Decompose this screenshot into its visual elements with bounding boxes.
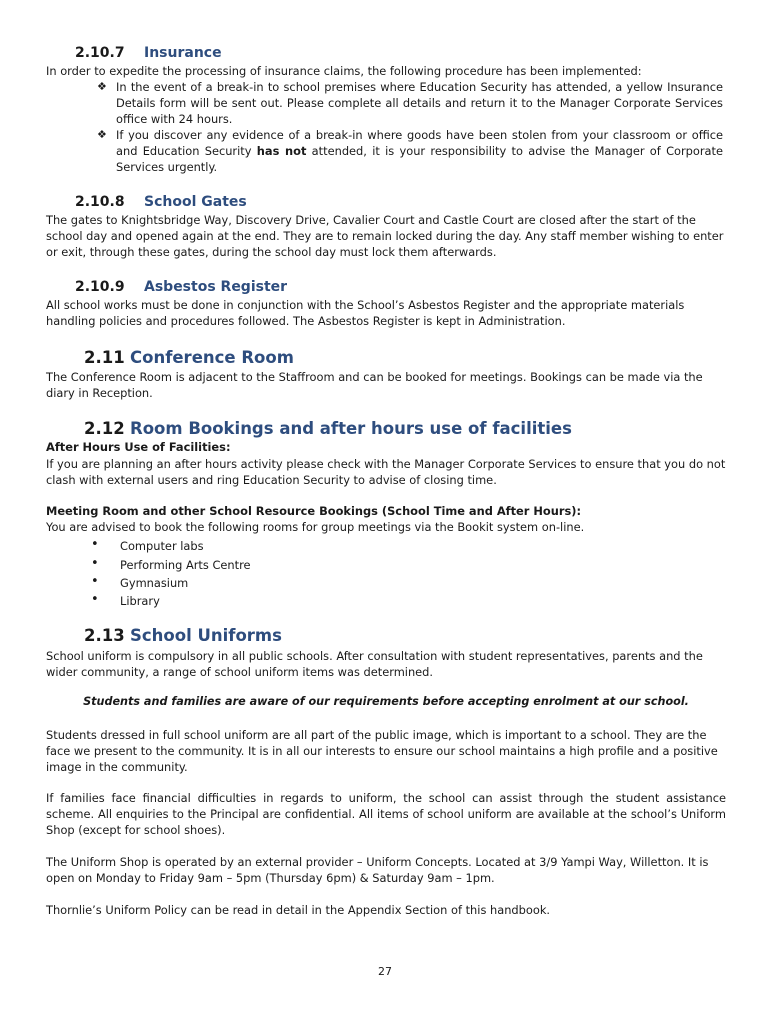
list-item: Computer labs	[120, 539, 204, 553]
section-title: School Gates	[144, 194, 247, 210]
heading-school-gates	[75, 194, 247, 210]
section-number: 2.13	[84, 626, 125, 645]
insurance-bullet-1: In the event of a break-in to school premises where Education Security has attended, a yellow Insurance Details form will be sent out. Please complete all details and return it to the Manager Corporate Services office with 24 hours.	[116, 80, 723, 126]
after-hours-subheading: After Hours Use of Facilities:	[46, 440, 231, 454]
bullet-dot-icon: •	[91, 537, 99, 552]
bullet-text-pre: If you discover any evidence of a break-in where goods have been stolen from your classroom or office and Education Security	[116, 128, 723, 158]
section-title: Conference Room	[130, 348, 294, 367]
uniform-paragraph-2: Students dressed in full school uniform are all part of the public image, which is important to a school. They are the face we present to the community. It is in all our interests to ensure our school maintains a high profile and a positive image in the community.	[46, 728, 718, 774]
uniform-emphasis: Students and families are aware of our requirements before accepting enrolment at our school.	[83, 695, 689, 708]
section-number: 2.12	[84, 419, 125, 438]
list-item: Library	[120, 594, 160, 608]
bullet-dot-icon: •	[91, 592, 99, 607]
section-title: Insurance	[144, 45, 222, 61]
heading-school-uniforms	[84, 626, 282, 645]
page-number: 27	[378, 965, 392, 978]
uniform-paragraph-1: School uniform is compulsory in all public schools. After consultation with student representatives, parents and the wider community, a range of school uniform items was determined.	[46, 649, 703, 679]
bullet-text-bold: has not	[256, 144, 307, 158]
bullet-dot-icon: •	[91, 574, 99, 589]
after-hours-text: If you are planning an after hours activity please check with the Manager Corporate Services to ensure that you do not clash with external users and ring Education Security to advise of closing time.	[46, 457, 726, 487]
section-number: 2.10.8	[75, 194, 125, 210]
insurance-bullet-2	[116, 127, 723, 175]
uniform-paragraph-4: The Uniform Shop is operated by an external provider – Uniform Concepts. Located at 3/9 Yampi Way, Willetton. It is open on Monday to Friday 9am – 5pm (Thursday 6pm) & Saturday 9am – 1pm.	[46, 855, 709, 885]
meeting-room-subheading: Meeting Room and other School Resource Bookings (School Time and After Hours):	[46, 504, 581, 518]
section-number: 2.10.7	[75, 45, 125, 61]
section-title: Room Bookings and after hours use of facilities	[130, 419, 572, 438]
heading-asbestos-register	[75, 279, 287, 295]
bullet-text-post: attended, it is your responsibility to advise the Manager of Corporate Services urgently.	[116, 144, 724, 174]
insurance-intro: In order to expedite the processing of insurance claims, the following procedure has been implemented:	[46, 64, 642, 78]
section-number: 2.10.9	[75, 279, 125, 295]
four-diamond-bullet-icon: ❖	[97, 80, 107, 93]
section-title: School Uniforms	[130, 626, 282, 645]
list-item: Performing Arts Centre	[120, 558, 251, 572]
uniform-paragraph-3: If families face financial difficulties in regards to uniform, the school can assist through the student assistance scheme. All enquiries to the Principal are confidential. All items of school uniform are available at the school’s Uniform Shop (except for school shoes).	[46, 791, 726, 837]
asbestos-text: All school works must be done in conjunction with the School’s Asbestos Register and the appropriate materials handling policies and procedures followed. The Asbestos Register is kept in Administration.	[46, 298, 685, 328]
section-title: Asbestos Register	[144, 279, 288, 295]
heading-insurance	[75, 45, 222, 61]
heading-room-bookings	[84, 419, 572, 438]
uniform-paragraph-5: Thornlie’s Uniform Policy can be read in detail in the Appendix Section of this handbook.	[46, 903, 551, 917]
four-diamond-bullet-icon: ❖	[97, 128, 107, 141]
bullet-dot-icon: •	[91, 556, 99, 571]
section-number: 2.11	[84, 348, 125, 367]
conference-room-text: The Conference Room is adjacent to the Staffroom and can be booked for meetings. Bookings can be made via the diary in Reception.	[46, 370, 703, 400]
heading-conference-room	[84, 348, 294, 367]
list-item: Gymnasium	[120, 576, 189, 590]
school-gates-text: The gates to Knightsbridge Way, Discovery Drive, Cavalier Court and Castle Court are closed after the start of the school day and opened again at the end. They are to remain locked during the day. Any staff member wishing to enter or exit, through these gates, during the school day must lock them afterwards.	[46, 213, 724, 259]
meeting-room-text: You are advised to book the following rooms for group meetings via the Bookit system on-line.	[46, 520, 585, 534]
